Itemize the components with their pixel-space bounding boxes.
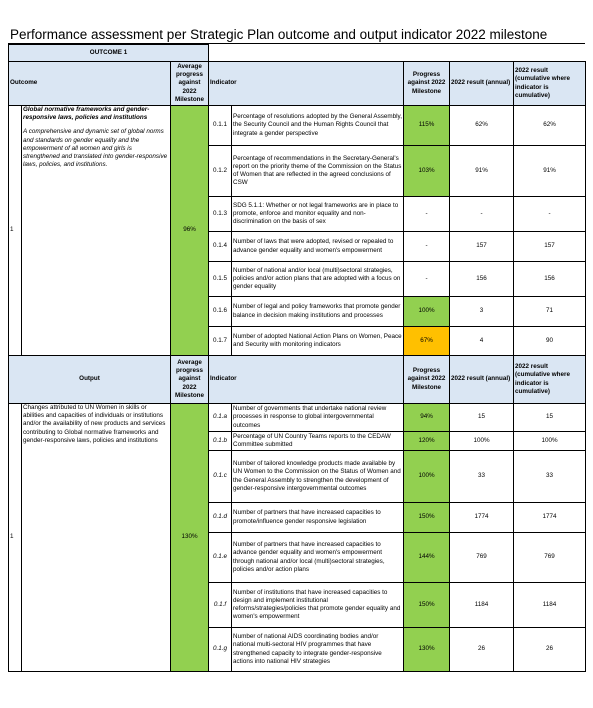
indicator-progress: -	[404, 232, 450, 262]
indicator-progress: 94%	[404, 404, 450, 432]
outcome-title: Global normative frameworks and gender-responsive laws, policies and institutions	[23, 106, 150, 122]
indicator-annual: 4	[450, 327, 514, 356]
output-average: 130%	[171, 404, 209, 672]
indicator-code: 0.1.d	[209, 503, 232, 533]
header-progress: Progress against 2022 Milestone	[404, 62, 450, 106]
header-avg-progress: Average progress against 2022 Milestone	[171, 62, 209, 106]
indicator-progress: -	[404, 262, 450, 297]
indicator-annual: 26	[450, 628, 514, 672]
indicator-text: Number of laws that were adopted, revised or repealed to advance gender equality and women's empowerment	[232, 232, 404, 262]
indicator-text: Percentage of resolutions adopted by the General Assembly, the Security Council and the Human Rights Council that integrate a gender perspective	[232, 106, 404, 146]
indicator-cumulative: 62%	[514, 106, 586, 146]
indicator-progress: 100%	[404, 297, 450, 327]
indicator-code: 0.1.7	[209, 327, 232, 356]
output-number: 1	[9, 404, 22, 672]
header-outcome: Outcome	[9, 62, 171, 106]
indicator-text: Percentage of UN Country Teams reports to the CEDAW Committee submitted	[232, 432, 404, 451]
indicator-progress: 130%	[404, 628, 450, 672]
indicator-cumulative: -	[514, 197, 586, 232]
indicator-annual: 1184	[450, 583, 514, 628]
indicator-text: Percentage of recommendations in the Secretary-General's report on the priority theme of the Commission on the Status of Women that are reflected in the agreed conclusions of CSW	[232, 146, 404, 197]
header-cumulative: 2022 result (cumulative where indicator is cumulative)	[514, 62, 586, 106]
indicator-annual: 156	[450, 262, 514, 297]
header-indicator: Indicator	[209, 62, 404, 106]
indicator-cumulative: 769	[514, 533, 586, 583]
indicator-cumulative: 157	[514, 232, 586, 262]
indicator-cumulative: 156	[514, 262, 586, 297]
header-annual: 2022 result (annual)	[450, 62, 514, 106]
output-description: Changes attributed to UN Women in skills or abilities and capacities of individuals or institutions and/or the availability of new products and services contributing to Global normative frameworks and gender-responsive laws, policies and institutions	[22, 404, 171, 672]
indicator-code: 0.1.3	[209, 197, 232, 232]
indicator-annual: -	[450, 197, 514, 232]
indicator-code: 0.1.b	[209, 432, 232, 451]
indicator-code: 0.1.5	[209, 262, 232, 297]
indicator-cumulative: 91%	[514, 146, 586, 197]
indicator-cumulative: 71	[514, 297, 586, 327]
indicator-cumulative: 90	[514, 327, 586, 356]
indicator-text: Number of governments that undertake national review processes in response to global intergovernmental outcomes	[232, 404, 404, 432]
indicator-cumulative: 33	[514, 451, 586, 503]
indicator-code: 0.1.c	[209, 451, 232, 503]
outcome-description-cell	[22, 106, 171, 356]
indicator-annual: 15	[450, 404, 514, 432]
header-progress: Progress against 2022 Milestone	[404, 356, 450, 404]
header-indicator: Indicator	[209, 356, 404, 404]
indicator-text: Number of institutions that have increased capacities to design and implement institutional reforms/strategies/policies that promote gender equality and women's empowerment	[232, 583, 404, 628]
indicator-annual: 91%	[450, 146, 514, 197]
indicator-code: 0.1.2	[209, 146, 232, 197]
indicator-progress: 103%	[404, 146, 450, 197]
indicator-progress: -	[404, 197, 450, 232]
indicator-text: Number of national and/or local (multi)sectoral strategies, policies and/or action plans that are adopted with a focus on gender equality	[232, 262, 404, 297]
indicator-progress: 144%	[404, 533, 450, 583]
indicator-progress: 150%	[404, 503, 450, 533]
indicator-code: 0.1.6	[209, 297, 232, 327]
header-avg-progress: Average progress against 2022 Milestone	[171, 356, 209, 404]
indicator-text: Number of adopted National Action Plans on Women, Peace and Security with monitoring indicators	[232, 327, 404, 356]
outcome-description: A comprehensive and dynamic set of global norms and standards on gender equality and the empowerment of all women and girls is strengthened and translated into gender-responsive laws, policies, and institutions.	[23, 128, 168, 169]
indicator-cumulative: 100%	[514, 432, 586, 451]
indicator-text: SDG 5.1.1: Whether or not legal frameworks are in place to promote, enforce and monitor equality and non-discrimination on the basis of sex	[232, 197, 404, 232]
header-output: Output	[9, 356, 171, 404]
page-title: Performance assessment per Strategic Plan outcome and output indicator 2022 milestone	[10, 27, 548, 42]
indicator-text: Number of national AIDS coordinating bodies and/or national multi-sectoral HIV programmes that have strengthened capacity to integrate gender-responsive actions into national HIV strategies	[232, 628, 404, 672]
outcome-label: OUTCOME 1	[9, 45, 209, 62]
outcome-number: 1	[9, 106, 22, 356]
indicator-text: Number of tailored knowledge products made available by UN Women to the Commission on the Status of Women and the General Assembly to strengthen the development of gender-responsive intergovernmental outcomes	[232, 451, 404, 503]
outcome-average: 96%	[171, 106, 209, 356]
indicator-code: 0.1.1	[209, 106, 232, 146]
indicator-cumulative: 1774	[514, 503, 586, 533]
indicator-progress: 115%	[404, 106, 450, 146]
performance-table	[8, 44, 586, 672]
indicator-code: 0.1.4	[209, 232, 232, 262]
indicator-progress: 120%	[404, 432, 450, 451]
indicator-cumulative: 26	[514, 628, 586, 672]
indicator-annual: 62%	[450, 106, 514, 146]
indicator-text: Number of partners that have increased capacities to advance gender equality and women's empowerment through national and/or local (multi)sectoral strategies, policies and/or action plans	[232, 533, 404, 583]
indicator-code: 0.1.e	[209, 533, 232, 583]
indicator-progress: 100%	[404, 451, 450, 503]
indicator-code: 0.1.a	[209, 404, 232, 432]
indicator-progress: 67%	[404, 327, 450, 356]
indicator-text: Number of legal and policy frameworks that promote gender balance in decision making institutions and processes	[232, 297, 404, 327]
indicator-annual: 769	[450, 533, 514, 583]
indicator-code: 0.1.f	[209, 583, 232, 628]
indicator-annual: 100%	[450, 432, 514, 451]
indicator-annual: 1774	[450, 503, 514, 533]
indicator-cumulative: 1184	[514, 583, 586, 628]
indicator-text: Number of partners that have increased capacities to promote/influence gender responsive legislation	[232, 503, 404, 533]
indicator-annual: 33	[450, 451, 514, 503]
indicator-annual: 157	[450, 232, 514, 262]
indicator-progress: 150%	[404, 583, 450, 628]
indicator-code: 0.1.g	[209, 628, 232, 672]
header-annual: 2022 result (annual)	[450, 356, 514, 404]
indicator-cumulative: 15	[514, 404, 586, 432]
header-cumulative: 2022 result (cumulative where indicator is cumulative)	[514, 356, 586, 404]
indicator-annual: 3	[450, 297, 514, 327]
